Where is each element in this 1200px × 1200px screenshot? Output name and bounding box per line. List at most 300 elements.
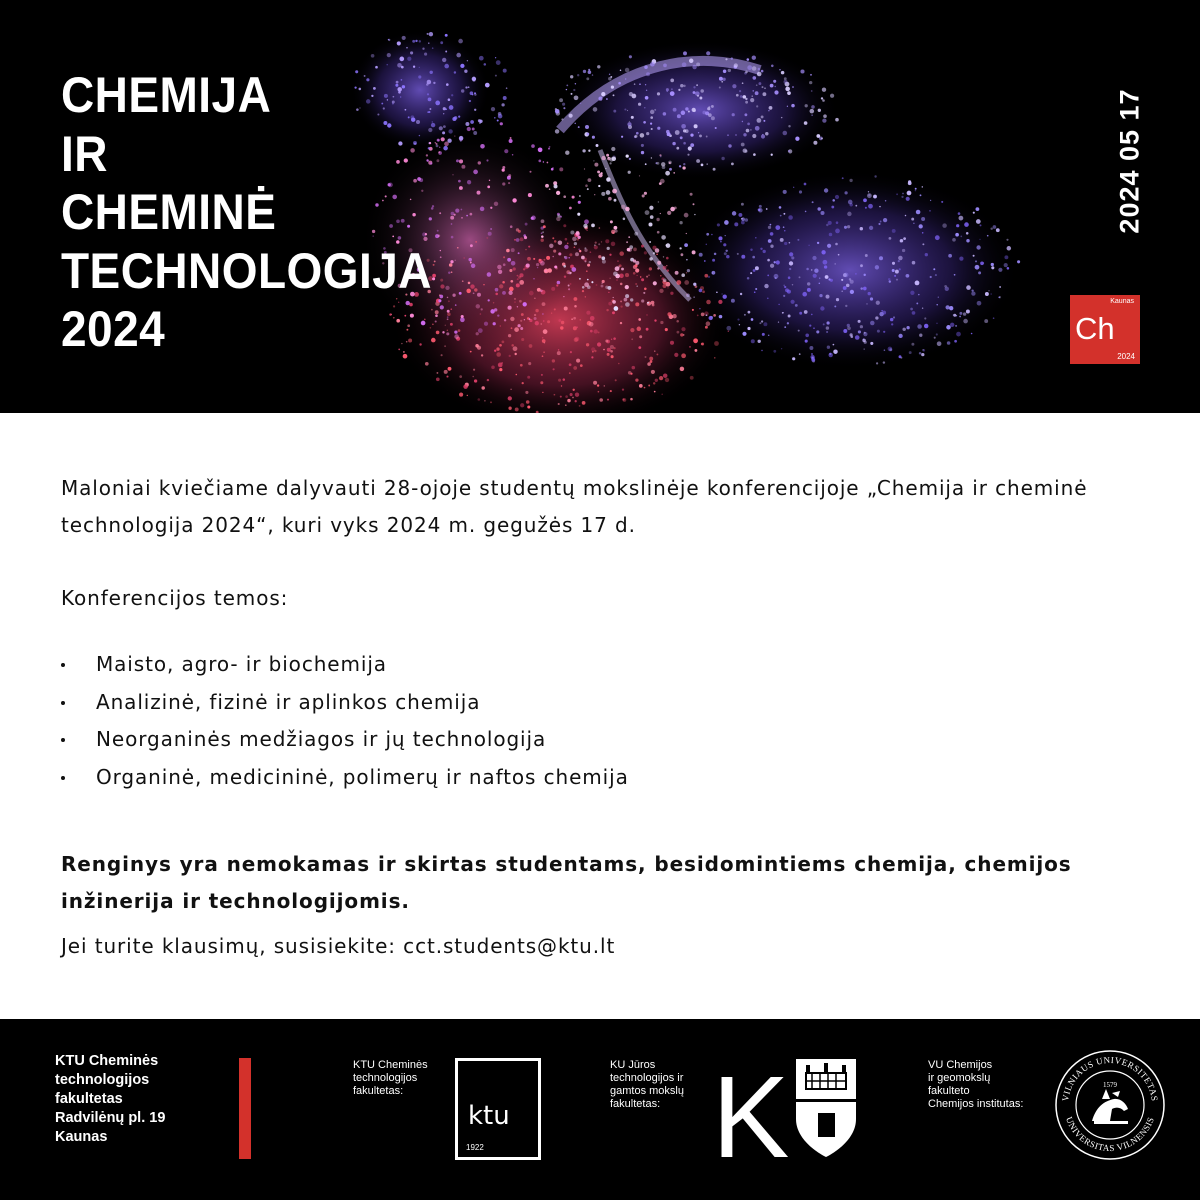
particle-dot xyxy=(613,297,614,298)
particle-dot xyxy=(467,180,471,184)
particle-dot xyxy=(483,284,484,285)
particle-dot xyxy=(542,392,543,393)
particle-dot xyxy=(605,239,609,243)
particle-dot xyxy=(496,352,501,357)
particle-dot xyxy=(979,239,980,240)
particle-dot xyxy=(745,71,748,74)
particle-dot xyxy=(454,135,455,136)
particle-dot xyxy=(610,390,612,392)
particle-dot xyxy=(948,254,952,258)
particle-dot xyxy=(621,136,623,138)
particle-dot xyxy=(884,349,886,351)
particle-dot xyxy=(448,98,451,101)
particle-dot xyxy=(566,89,567,90)
particle-dot xyxy=(670,341,674,345)
particle-dot xyxy=(819,277,820,278)
particle-dot xyxy=(503,256,505,258)
particle-dot xyxy=(860,325,863,328)
particle-dot xyxy=(575,252,579,256)
particle-dot xyxy=(650,215,654,219)
particle-dot xyxy=(835,195,839,199)
particle-dot xyxy=(792,86,794,88)
particle-dot xyxy=(602,260,606,264)
particle-dot xyxy=(750,272,752,274)
particle-dot xyxy=(525,223,528,226)
particle-dot xyxy=(731,57,733,59)
particle-dot xyxy=(670,91,675,96)
particle-dot xyxy=(727,134,728,135)
particle-dot xyxy=(579,195,581,197)
particle-dot xyxy=(451,223,453,225)
particle-dot xyxy=(458,116,460,118)
particle-dot xyxy=(775,277,777,279)
particle-dot xyxy=(448,300,450,302)
particle-dot xyxy=(551,287,555,291)
particle-dot xyxy=(646,72,650,76)
particle-dot xyxy=(463,257,465,259)
particle-dot xyxy=(628,236,630,238)
particle-dot xyxy=(752,134,756,138)
particle-dot xyxy=(433,82,435,84)
particle-dot xyxy=(924,317,926,319)
particle-dot xyxy=(442,58,446,62)
particle-dot xyxy=(1004,263,1008,267)
particle-dot xyxy=(471,264,476,269)
particle-dot xyxy=(555,109,560,114)
particle-dot xyxy=(484,322,488,326)
particle-dot xyxy=(477,191,481,195)
particle-dot xyxy=(585,184,588,187)
particle-dot xyxy=(625,294,629,298)
particle-dot xyxy=(495,293,498,296)
particle-dot xyxy=(534,317,537,320)
particle-dot xyxy=(598,255,601,258)
particle-dot xyxy=(902,193,904,195)
particle-dot xyxy=(661,394,663,396)
particle-dot xyxy=(680,136,683,139)
particle-dot xyxy=(570,230,574,234)
particle-dot xyxy=(481,354,483,356)
particle-dot xyxy=(721,81,723,83)
particle-dot xyxy=(402,36,406,40)
particle-dot xyxy=(525,249,526,250)
particle-dot xyxy=(611,230,615,234)
particle-dot xyxy=(511,327,513,329)
particle-dot xyxy=(836,298,839,301)
particle-dot xyxy=(701,164,704,167)
particle-dot xyxy=(659,376,663,380)
particle-dot xyxy=(626,241,628,243)
particle-dot xyxy=(734,222,738,226)
particle-dot xyxy=(735,134,737,136)
particle-dot xyxy=(781,71,785,75)
particle-dot xyxy=(775,225,780,230)
particle-dot xyxy=(647,301,651,305)
particle-dot xyxy=(655,379,658,382)
particle-dot xyxy=(554,240,557,243)
particle-dot xyxy=(577,213,580,216)
particle-dot xyxy=(975,265,980,270)
particle-dot xyxy=(449,263,453,267)
particle-dot xyxy=(568,285,570,287)
particle-dot xyxy=(438,235,441,238)
particle-dot xyxy=(906,197,910,201)
particle-dot xyxy=(891,323,893,325)
particle-dot xyxy=(724,220,729,225)
particle-dot xyxy=(976,207,980,211)
particle-dot xyxy=(520,237,524,241)
particle-dot xyxy=(502,166,505,169)
particle-dot xyxy=(822,118,826,122)
particle-dot xyxy=(821,138,823,140)
particle-dot xyxy=(895,270,899,274)
particle-dot xyxy=(755,288,757,290)
particle-dot xyxy=(444,370,448,374)
particle-dot xyxy=(529,171,531,173)
particle-dot xyxy=(587,188,589,190)
particle-dot xyxy=(543,320,545,322)
particle-dot xyxy=(371,54,375,58)
particle-dot xyxy=(454,334,459,339)
particle-dot xyxy=(770,264,774,268)
particle-dot xyxy=(491,366,495,370)
particle-dot xyxy=(587,133,590,136)
particle-dot xyxy=(867,193,872,198)
particle-dot xyxy=(454,71,456,73)
particle-dot xyxy=(809,346,813,350)
particle-dot xyxy=(725,58,727,60)
particle-dot xyxy=(440,279,443,282)
particle-dot xyxy=(644,65,648,69)
particle-dot xyxy=(593,381,597,385)
particle-dot xyxy=(660,275,662,277)
particle-dot xyxy=(468,86,470,88)
particle-dot xyxy=(755,91,759,95)
particle-dot xyxy=(747,65,752,70)
particle-dot xyxy=(606,177,610,181)
particle-dot xyxy=(921,353,924,356)
particle-dot xyxy=(543,329,548,334)
particle-dot xyxy=(502,281,505,284)
particle-dot xyxy=(971,289,973,291)
particle-dot xyxy=(689,346,691,348)
particle-dot xyxy=(922,232,924,234)
particle-dot xyxy=(824,265,827,268)
particle-dot xyxy=(908,181,912,185)
particle-dot xyxy=(567,399,570,402)
particle-dot xyxy=(520,327,523,330)
particle-dot xyxy=(638,103,641,106)
particle-dot xyxy=(448,271,450,273)
particle-dot xyxy=(645,163,647,165)
particle-dot xyxy=(906,274,910,278)
particle-dot xyxy=(978,271,981,274)
particle-dot xyxy=(484,63,487,66)
particle-dot xyxy=(636,275,637,276)
particle-dot xyxy=(569,114,573,118)
particle-dot xyxy=(468,258,471,261)
red-divider xyxy=(239,1058,251,1159)
particle-dot xyxy=(830,94,834,98)
particle-dot xyxy=(445,325,446,326)
particle-dot xyxy=(686,272,687,273)
particle-dot xyxy=(666,130,670,134)
particle-dot xyxy=(529,344,533,348)
particle-dot xyxy=(478,161,481,164)
particle-dot xyxy=(681,327,685,331)
particle-dot xyxy=(855,205,857,207)
particle-dot xyxy=(848,200,853,205)
particle-dot xyxy=(641,151,644,154)
particle-dot xyxy=(728,331,729,332)
particle-dot xyxy=(805,211,807,213)
particle-dot xyxy=(459,292,462,295)
particle-dot xyxy=(508,182,510,184)
particle-dot xyxy=(519,280,524,285)
particle-dot xyxy=(500,122,503,125)
particle-dot xyxy=(788,125,790,127)
organizer-address: KTU Cheminės technologijos fakultetas Radvilėnų pl. 19 Kaunas xyxy=(55,1053,166,1145)
particle-dot xyxy=(540,381,543,384)
particle-dot xyxy=(450,260,453,263)
particle-dot xyxy=(470,284,474,288)
particle-dot xyxy=(470,213,473,216)
particle-dot xyxy=(486,237,488,239)
particle-dot xyxy=(422,48,424,50)
particle-dot xyxy=(491,107,495,111)
particle-dot xyxy=(503,263,506,266)
particle-dot xyxy=(570,283,572,285)
particle-dot xyxy=(589,261,591,263)
particle-dot xyxy=(506,87,508,89)
particle-dot xyxy=(651,301,655,305)
particle-dot xyxy=(658,201,659,202)
particle-dot xyxy=(609,254,611,256)
particle-dot xyxy=(916,302,918,304)
particle-dot xyxy=(399,57,404,62)
particle-dot xyxy=(716,291,718,293)
particle-dot xyxy=(828,353,832,357)
particle-dot xyxy=(784,286,786,288)
particle-dot xyxy=(847,225,850,228)
particle-dot xyxy=(681,273,685,277)
particle-dot xyxy=(540,289,543,292)
particle-dot xyxy=(811,353,813,355)
particle-dot xyxy=(502,291,506,295)
particle-dot xyxy=(873,195,877,199)
particle-dot xyxy=(708,113,712,117)
particle-dot xyxy=(587,264,590,267)
particle-dot xyxy=(820,306,824,310)
particle-dot xyxy=(687,154,689,156)
particle-dot xyxy=(469,100,471,102)
particle-dot xyxy=(574,242,577,245)
particle-dot xyxy=(911,218,914,221)
particle-dot xyxy=(737,253,739,255)
particle-dot xyxy=(636,132,639,135)
particle-dot xyxy=(800,69,804,73)
particle-dot xyxy=(478,398,481,401)
particle-dot xyxy=(844,191,847,194)
particle-dot xyxy=(953,314,956,317)
particle-dot xyxy=(516,374,518,376)
particle-dot xyxy=(724,252,727,255)
particle-dot xyxy=(607,353,610,356)
particle-dot xyxy=(889,280,891,282)
particle-dot xyxy=(757,72,762,77)
particle-dot xyxy=(813,274,817,278)
particle-dot xyxy=(683,51,687,55)
particle-dot xyxy=(876,301,880,305)
particle-dot xyxy=(583,70,586,73)
particle-dot xyxy=(813,327,815,329)
particle-dot xyxy=(611,355,614,358)
particle-dot xyxy=(618,363,620,365)
particle-dot xyxy=(739,324,740,325)
particle-dot xyxy=(610,220,613,223)
particle-dot xyxy=(930,276,932,278)
particle-dot xyxy=(811,358,815,362)
particle-dot xyxy=(535,309,538,312)
particle-dot xyxy=(590,330,593,333)
particle-dot xyxy=(651,128,653,130)
particle-dot xyxy=(670,207,675,212)
particle-dot xyxy=(936,304,937,305)
particle-dot xyxy=(818,109,821,112)
particle-dot xyxy=(474,379,477,382)
particle-dot xyxy=(675,271,679,275)
particle-dot xyxy=(683,142,686,145)
particle-dot xyxy=(434,260,436,262)
free-event-note: Renginys yra nemokamas ir skirtas studentams, besidomintiems chemija, chemijos inžinerija ir technologijomis. xyxy=(61,852,1072,913)
particle-dot xyxy=(480,207,485,212)
particle-dot xyxy=(510,137,512,139)
particle-dot xyxy=(816,330,819,333)
particle-dot xyxy=(706,163,707,164)
particle-dot xyxy=(639,83,641,85)
particle-dot xyxy=(598,331,600,333)
particle-dot xyxy=(690,376,694,380)
particle-dot xyxy=(835,229,840,234)
particle-dot xyxy=(472,128,475,131)
particle-dot xyxy=(955,325,957,327)
particle-dot xyxy=(598,391,600,393)
particle-dot xyxy=(831,206,834,209)
particle-dot xyxy=(455,260,456,261)
particle-dot xyxy=(526,264,530,268)
particle-dot xyxy=(649,257,653,261)
particle-dot xyxy=(1007,246,1012,251)
particle-dot xyxy=(535,321,539,325)
particle-dot xyxy=(387,53,391,57)
particle-dot xyxy=(517,278,519,280)
particle-dot xyxy=(869,226,873,230)
particle-dot xyxy=(799,353,801,355)
particle-dot xyxy=(432,274,436,278)
invitation-body xyxy=(61,470,1141,958)
particle-dot xyxy=(473,170,478,175)
particle-dot xyxy=(843,329,847,333)
particle-dot xyxy=(1017,260,1020,263)
particle-dot xyxy=(564,256,566,258)
particle-dot xyxy=(447,313,451,317)
particle-dot xyxy=(528,193,532,197)
particle-dot xyxy=(976,245,980,249)
particle-dot xyxy=(563,378,566,381)
particle-dot xyxy=(582,401,586,405)
particle-dot xyxy=(593,160,594,161)
particle-dot xyxy=(889,237,892,240)
particle-dot xyxy=(826,331,828,333)
particle-dot xyxy=(841,290,843,292)
particle-dot xyxy=(567,243,569,245)
event-date xyxy=(1112,86,1148,236)
particle-dot xyxy=(630,298,633,301)
particle-dot xyxy=(723,295,727,299)
particle-dot xyxy=(547,162,549,164)
particle-dot xyxy=(654,391,656,393)
particle-dot xyxy=(681,111,686,116)
particle-dot xyxy=(601,283,602,284)
particle-dot xyxy=(454,214,456,216)
particle-dot xyxy=(683,334,685,336)
particle-dot xyxy=(744,113,747,116)
particle-dot xyxy=(641,299,644,302)
particle-dot xyxy=(552,359,555,362)
particle-dot xyxy=(456,53,461,58)
particle-dot xyxy=(762,86,764,88)
particle-dot xyxy=(663,373,667,377)
particle-dot xyxy=(653,252,655,254)
particle-dot xyxy=(829,233,833,237)
particle-dot xyxy=(791,256,794,259)
particle-dot xyxy=(594,350,596,352)
particle-dot xyxy=(542,339,546,343)
particle-dot xyxy=(753,269,756,272)
particle-dot xyxy=(676,147,679,150)
particle-dot xyxy=(783,226,785,228)
particle-dot xyxy=(659,154,661,156)
particle-dot xyxy=(905,215,907,217)
particle-dot xyxy=(865,207,867,209)
particle-dot xyxy=(447,318,449,320)
particle-dot xyxy=(680,84,683,87)
particle-dot xyxy=(494,350,496,352)
particle-dot xyxy=(473,131,477,135)
particle-dot xyxy=(670,79,674,83)
particle-dot xyxy=(549,244,553,248)
particle-dot xyxy=(959,312,962,315)
particle-dot xyxy=(613,337,616,340)
particle-dot xyxy=(493,322,496,325)
particle-dot xyxy=(435,310,439,314)
particle-dot xyxy=(892,229,896,233)
particle-dot xyxy=(750,249,752,251)
particle-dot xyxy=(842,177,844,179)
particle-dot xyxy=(760,248,762,250)
particle-dot xyxy=(701,343,703,345)
particle-dot xyxy=(579,278,581,280)
particle-dot xyxy=(726,326,731,331)
particle-dot xyxy=(558,349,559,350)
particle-dot xyxy=(598,97,602,101)
particle-dot xyxy=(541,232,543,234)
particle-dot xyxy=(445,34,448,37)
particle-dot xyxy=(771,154,773,156)
particle-dot xyxy=(579,405,581,407)
particle-dot xyxy=(607,247,610,250)
particle-dot xyxy=(791,300,795,304)
